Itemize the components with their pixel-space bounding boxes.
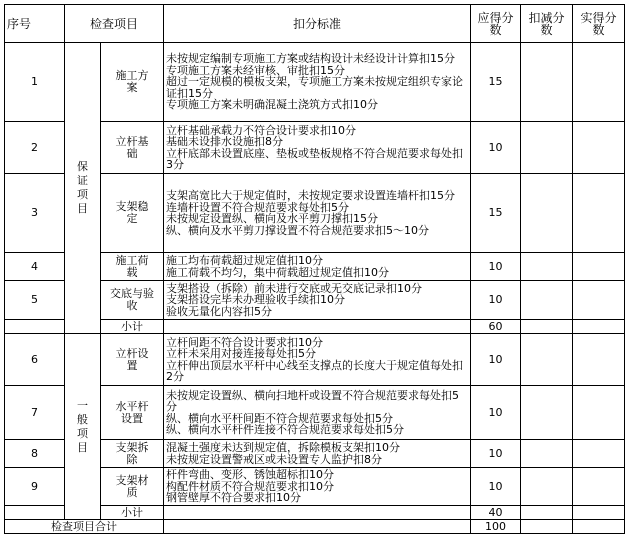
row-standard: 未按规定设置纵、横向扫地杆或设置不符合规范要求每处扣5分 纵、横向水平杆间距不符合规范要求每处扣5分 纵、横向水平杆件连接不符合规范要求每处扣5分 <box>164 386 471 440</box>
table-row <box>5 43 625 122</box>
row-deduct <box>521 520 573 534</box>
row-item: 施工荷载 <box>101 253 164 281</box>
row-item: 支架拆除 <box>101 440 164 468</box>
row-actual <box>573 320 625 334</box>
row-score: 10 <box>471 253 521 281</box>
row-actual <box>573 440 625 468</box>
row-item: 施工方案 <box>101 43 164 122</box>
row-score: 10 <box>471 468 521 506</box>
table-row <box>5 334 625 386</box>
row-item: 水平杆设置 <box>101 386 164 440</box>
row-item: 支架材质 <box>101 468 164 506</box>
row-actual <box>573 386 625 440</box>
row-deduct <box>521 122 573 174</box>
row-standard: 立杆间距不符合设计要求扣10分 立杆未采用对接连接每处扣5分 立杆伸出顶层水平杆中心线至支撑点的长度大于规定值每处扣2分 <box>164 334 471 386</box>
row-actual <box>573 468 625 506</box>
row-standard: 立杆基础承载力不符合设计要求扣10分 基础未设排水设施扣8分 立杆底部未设置底座、垫板或垫板规格不符合规范要求每处扣3分 <box>164 122 471 174</box>
row-no: 4 <box>5 253 65 281</box>
row-no: 8 <box>5 440 65 468</box>
row-no: 7 <box>5 386 65 440</box>
row-score: 10 <box>471 440 521 468</box>
row-deduct <box>521 281 573 320</box>
row-item: 支架稳定 <box>101 174 164 253</box>
row-item: 立杆设置 <box>101 334 164 386</box>
row-no-empty <box>5 320 65 334</box>
subtotal-standard-empty <box>164 320 471 334</box>
row-deduct <box>521 468 573 506</box>
total-label: 检查项目合计 <box>5 520 164 534</box>
row-no: 3 <box>5 174 65 253</box>
header-standard: 扣分标准 <box>164 5 471 43</box>
row-score: 10 <box>471 122 521 174</box>
row-actual <box>573 253 625 281</box>
row-item: 交底与验收 <box>101 281 164 320</box>
row-deduct <box>521 43 573 122</box>
row-actual <box>573 506 625 520</box>
total-standard-empty <box>164 520 471 534</box>
row-no-empty <box>5 506 65 520</box>
subtotal-score: 40 <box>471 506 521 520</box>
row-deduct <box>521 334 573 386</box>
header-item: 检查项目 <box>65 5 164 43</box>
row-standard: 未按规定编制专项施工方案或结构设计未经设计计算扣15分 专项施工方案未经审核、审批扣15分 超过一定规模的模板支架，专项施工方案未按规定组织专家论证扣15分 专项施工方案未明确混凝土浇筑方式扣10分 <box>164 43 471 122</box>
row-no: 6 <box>5 334 65 386</box>
row-deduct <box>521 440 573 468</box>
row-no: 1 <box>5 43 65 122</box>
row-no: 9 <box>5 468 65 506</box>
row-standard: 支架高宽比大于规定值时，未按规定要求设置连墙杆扣15分 连墙杆设置不符合规范要求每处扣5分 未按规定设置纵、横向及水平剪刀撑扣15分 纵、横向及水平剪刀撑设置不符合规范要求扣5～10分 <box>164 174 471 253</box>
row-actual <box>573 43 625 122</box>
subtotal-standard-empty <box>164 506 471 520</box>
subtotal-label: 小计 <box>101 506 164 520</box>
header-no: 序号 <box>5 5 65 43</box>
row-deduct <box>521 386 573 440</box>
row-score: 10 <box>471 334 521 386</box>
subtotal-label: 小计 <box>101 320 164 334</box>
row-score: 15 <box>471 174 521 253</box>
row-item: 立杆基础 <box>101 122 164 174</box>
total-score: 100 <box>471 520 521 534</box>
header-actual: 实得分数 <box>573 5 625 43</box>
header-full-score: 应得分数 <box>471 5 521 43</box>
row-actual <box>573 520 625 534</box>
group-guarantee: 保证项目 <box>65 43 101 334</box>
total-row <box>5 520 625 534</box>
header-deduct: 扣减分数 <box>521 5 573 43</box>
row-deduct <box>521 174 573 253</box>
row-standard: 支架搭设（拆除）前未进行交底或无交底记录扣10分 支架搭设完毕未办理验收手续扣10分 验收无量化内容扣5分 <box>164 281 471 320</box>
row-score: 10 <box>471 281 521 320</box>
row-standard: 杆件弯曲、变形、锈蚀超标扣10分 构配件材质不符合规范要求扣10分 钢管壁厚不符合要求扣10分 <box>164 468 471 506</box>
row-actual <box>573 122 625 174</box>
row-actual <box>573 174 625 253</box>
row-deduct <box>521 506 573 520</box>
row-actual <box>573 281 625 320</box>
header-row <box>5 5 625 43</box>
row-deduct <box>521 253 573 281</box>
row-actual <box>573 334 625 386</box>
row-no: 2 <box>5 122 65 174</box>
row-score: 15 <box>471 43 521 122</box>
row-standard: 混凝土强度未达到规定值，拆除模板支架扣10分 未按规定设置警戒区或未设置专人监护扣8分 <box>164 440 471 468</box>
row-deduct <box>521 320 573 334</box>
subtotal-score: 60 <box>471 320 521 334</box>
inspection-table <box>4 4 625 534</box>
row-no: 5 <box>5 281 65 320</box>
row-score: 10 <box>471 386 521 440</box>
group-general: 一般项目 <box>65 334 101 520</box>
row-standard: 施工均布荷载超过规定值扣10分 施工荷载不均匀，集中荷载超过规定值扣10分 <box>164 253 471 281</box>
